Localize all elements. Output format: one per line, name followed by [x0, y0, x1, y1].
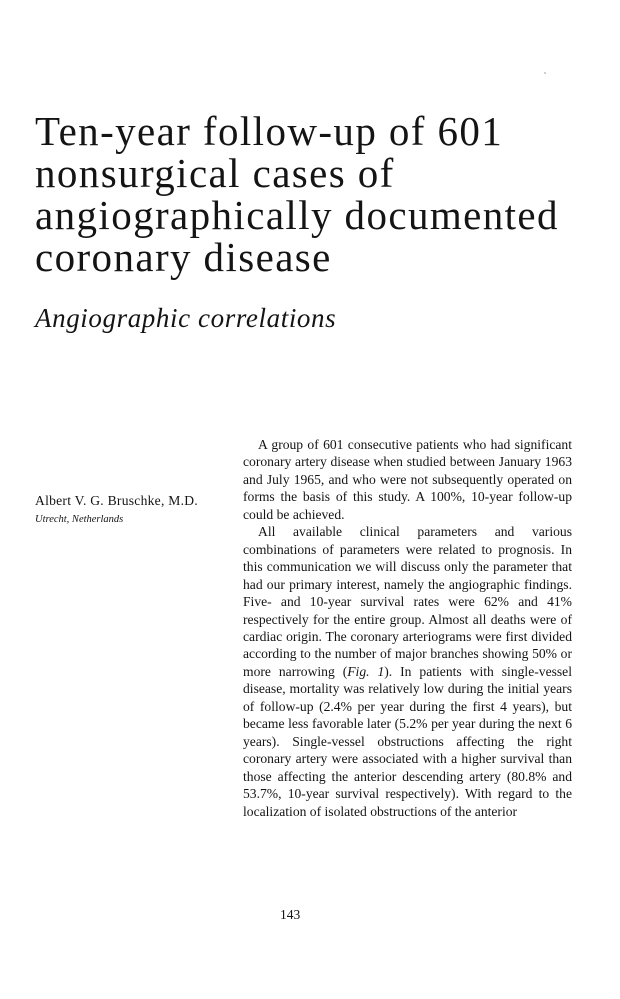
abstract-paragraph: A group of 601 consecutive patients who had significant coronary artery disease when studied between January 1963 and July 1965, and who were not subsequently operated on forms the basis of this study. A 100%, 10-year follow-up could be achieved.	[243, 437, 572, 522]
article-subtitle: Angiographic correlations	[35, 303, 337, 333]
author-affiliation: Utrecht, Netherlands	[35, 514, 124, 525]
figure-reference: Fig. 1	[347, 663, 385, 679]
scan-speck	[544, 72, 546, 74]
title-line: angiographically documented	[35, 192, 559, 238]
abstract-body	[243, 436, 572, 820]
article-title	[35, 110, 595, 278]
page-number: 143	[280, 907, 301, 922]
title-line: nonsurgical cases of	[35, 150, 395, 196]
title-line: Ten-year follow-up of 601	[35, 108, 504, 154]
author-name: Albert V. G. Bruschke, M.D.	[35, 493, 198, 508]
abstract-paragraph: All available clinical parameters and various combinations of parameters were related to prognosis. In this communication we will discuss only the parameter that had our primary interest, namely the angiographic findings. Five- and 10-year survival rates were 62% and 41% respectively for the entire group. Almost all deaths were of cardiac origin. The coronary arteriograms were first divided according to the number of major branches showing 50% or more narrowing (Fig. 1). In patients with single-vessel disease, mortality was relatively low during the initial years of follow-up (2.4% per year during the first 4 years), but became less favorable later (5.2% per year during the next 6 years). Single-vessel obstructions affecting the right coronary artery were associated with a higher survival than those affecting the anterior descending artery (80.8% and 53.7%, 10-year survival respectively). With regard to the localization of isolated obstructions of the anterior	[243, 524, 572, 819]
title-line: coronary disease	[35, 234, 332, 280]
